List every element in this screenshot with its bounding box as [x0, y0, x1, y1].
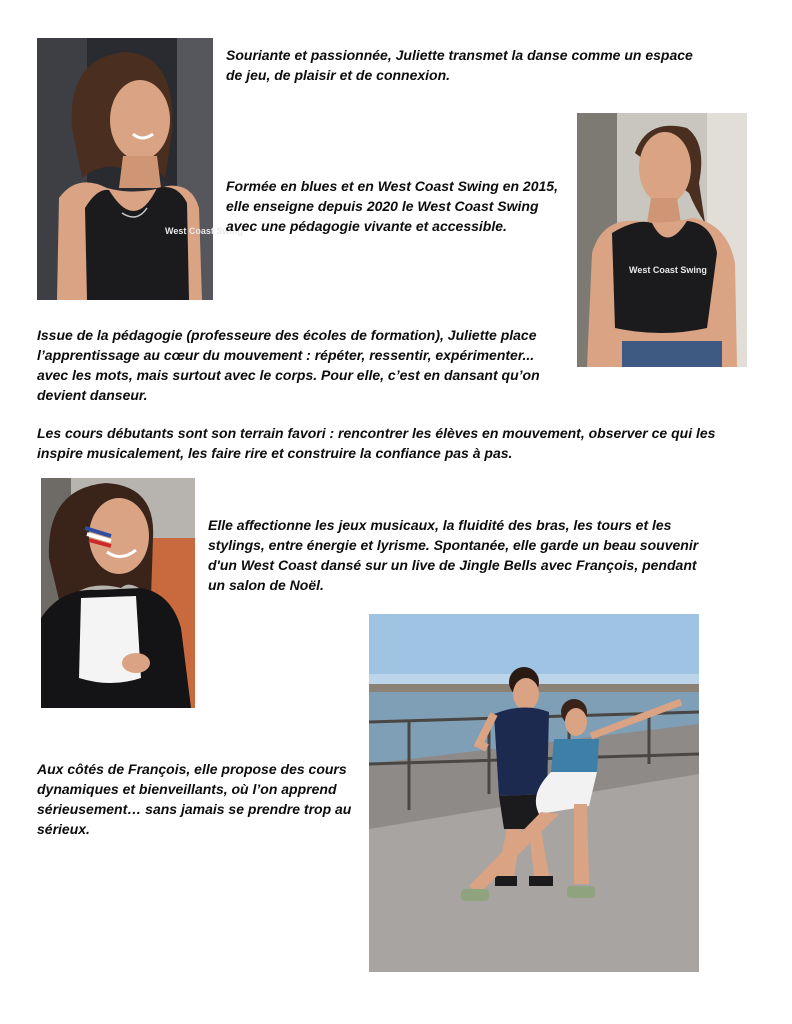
photo-juliette-smiling: [37, 38, 243, 300]
paragraph-pedagogy: Issue de la pédagogie (professeure des écoles de formation), Juliette place l’apprentissage au cœur du mouvement : répéter, ressentir, expérimenter... avec les mots, mais surtout avec le corps. Pour elle, c’est en dansant qu’on devient danseur.: [37, 327, 540, 403]
paragraph-intro: Souriante et passionnée, Juliette transmet la danse comme un espace de jeu, de plaisir et de connexion.: [226, 47, 693, 83]
paragraph-beginners: Les cours débutants sont son terrain favori : rencontrer les élèves en mouvement, observer ce qui les inspire musicalement, les faire rire et construire la confiance pas à pas.: [37, 425, 716, 461]
photo-couple-dancing: [369, 614, 699, 972]
shirt-print-text: West Coast Swing: [629, 265, 707, 275]
paragraph-training: Formée en blues et en West Coast Swing en 2015, elle enseigne depuis 2020 le West Coast Swing avec une pédagogie vivante et accessible.: [226, 178, 558, 234]
shirt-print-text: West Coast Swing: [165, 226, 243, 236]
paragraph-courses: Aux côtés de François, elle propose des cours dynamiques et bienveillants, où l’on apprend sérieusement… sans jamais se prendre trop au sérieux.: [37, 761, 352, 837]
paragraph-style: Elle affectionne les jeux musicaux, la fluidité des bras, les tours et les stylings, entre énergie et lyrisme. Spontanée, elle garde un beau souvenir d'un West Coast dansé sur un live de Jingle Bells avec François, pendant un salon de Noël.: [208, 517, 699, 593]
photo-juliette-facepaint: [41, 478, 195, 708]
photo-juliette-profile: [577, 113, 747, 367]
